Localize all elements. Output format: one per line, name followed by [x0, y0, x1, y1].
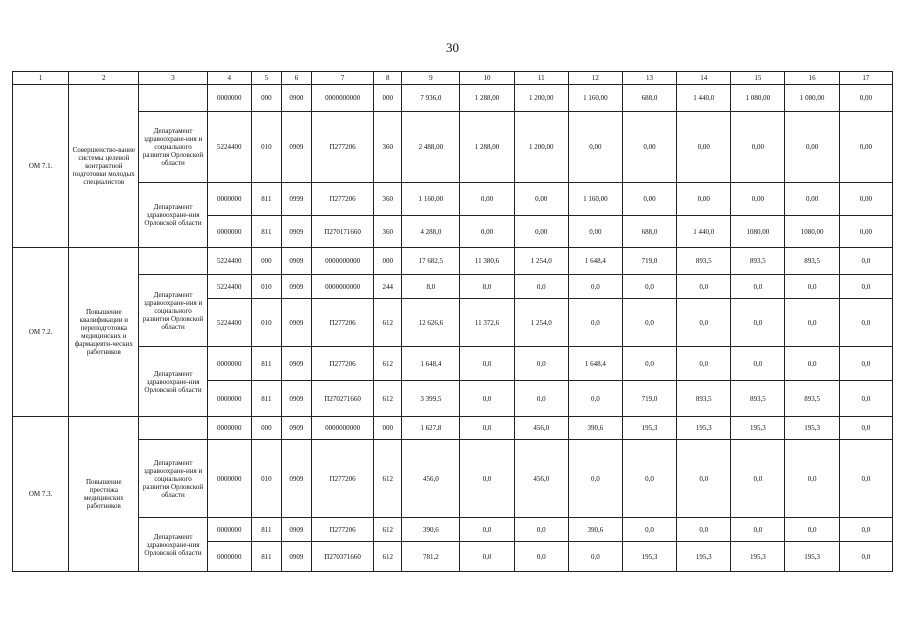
budget-code-cell: 0909 — [281, 275, 311, 299]
amount-cell: 0,00 — [839, 216, 892, 248]
amount-cell: 195,3 — [731, 417, 785, 440]
budget-code-cell: 5224400 — [207, 275, 251, 299]
amount-cell: 0,0 — [731, 518, 785, 542]
amount-cell: 0,0 — [839, 518, 892, 542]
budget-code-cell: 010 — [251, 112, 281, 183]
amount-cell: 195,3 — [731, 542, 785, 572]
amount-cell: 0,0 — [568, 440, 622, 518]
column-header: 5 — [251, 72, 281, 85]
amount-cell: 719,0 — [622, 381, 676, 417]
budget-code-cell: П277206 — [311, 183, 373, 216]
budget-code-cell: 0909 — [281, 112, 311, 183]
budget-code-cell: 612 — [374, 299, 402, 347]
amount-cell: 0,00 — [731, 183, 785, 216]
amount-cell: 0,0 — [460, 347, 514, 381]
amount-cell: 0,0 — [514, 518, 568, 542]
budget-code-cell: 811 — [251, 518, 281, 542]
budget-code-cell: 612 — [374, 347, 402, 381]
amount-cell: 0,0 — [514, 542, 568, 572]
table-row — [13, 183, 893, 216]
amount-cell: 195,3 — [677, 542, 731, 572]
budget-code-cell: 811 — [251, 542, 281, 572]
amount-cell: 688,0 — [622, 216, 676, 248]
amount-cell: 893,5 — [785, 248, 839, 275]
amount-cell: 0,0 — [677, 299, 731, 347]
column-header: 3 — [139, 72, 207, 85]
budget-code-cell: 612 — [374, 440, 402, 518]
amount-cell: 893,5 — [731, 381, 785, 417]
budget-code-cell: 612 — [374, 542, 402, 572]
budget-code-cell: 612 — [374, 518, 402, 542]
amount-cell: 17 682,5 — [402, 248, 460, 275]
amount-cell: 719,0 — [622, 248, 676, 275]
amount-cell: 0,00 — [460, 216, 514, 248]
budget-code-cell: 0900 — [281, 85, 311, 112]
amount-cell: 0,0 — [677, 518, 731, 542]
budget-code-cell: П270271660 — [311, 381, 373, 417]
budget-code-cell: 0000000000 — [311, 275, 373, 299]
measure-name: Повышение престижа медицинских работников — [69, 417, 139, 572]
amount-cell: 0,0 — [622, 518, 676, 542]
budget-code-cell: 0909 — [281, 440, 311, 518]
budget-code-cell: 0000000 — [207, 542, 251, 572]
amount-cell: 0,0 — [622, 299, 676, 347]
column-header: 14 — [677, 72, 731, 85]
budget-code-cell: 010 — [251, 440, 281, 518]
budget-code-cell: 0909 — [281, 518, 311, 542]
amount-cell: 0,0 — [622, 440, 676, 518]
budget-code-cell: П277206 — [311, 112, 373, 183]
column-header: 10 — [460, 72, 514, 85]
amount-cell: 688,0 — [622, 85, 676, 112]
amount-cell: 390,6 — [568, 518, 622, 542]
budget-code-cell: 360 — [374, 183, 402, 216]
amount-cell: 1 627,8 — [402, 417, 460, 440]
budget-code-cell: 010 — [251, 299, 281, 347]
amount-cell: 11 380,6 — [460, 248, 514, 275]
table-row — [13, 112, 893, 183]
table-row — [13, 248, 893, 275]
amount-cell: 456,0 — [514, 440, 568, 518]
amount-cell: 0,0 — [568, 381, 622, 417]
amount-cell: 0,0 — [731, 299, 785, 347]
amount-cell: 456,0 — [402, 440, 460, 518]
budget-code-cell: 0909 — [281, 417, 311, 440]
column-header: 4 — [207, 72, 251, 85]
amount-cell: 1 288,00 — [460, 112, 514, 183]
column-header: 13 — [622, 72, 676, 85]
amount-cell: 195,3 — [622, 417, 676, 440]
amount-cell: 0,0 — [839, 299, 892, 347]
column-header: 6 — [281, 72, 311, 85]
budget-code-cell: 0000000 — [207, 440, 251, 518]
amount-cell: 0,00 — [785, 112, 839, 183]
table-row — [13, 275, 893, 299]
department — [139, 417, 207, 440]
amount-cell: 0,0 — [677, 347, 731, 381]
amount-cell: 0,0 — [568, 275, 622, 299]
budget-code-cell: 0909 — [281, 381, 311, 417]
budget-code-cell: 0000000000 — [311, 417, 373, 440]
column-header: 16 — [785, 72, 839, 85]
amount-cell: 1 080,00 — [785, 85, 839, 112]
column-header: 17 — [839, 72, 892, 85]
amount-cell: 0,0 — [785, 299, 839, 347]
amount-cell: 3 399,5 — [402, 381, 460, 417]
amount-cell: 0,00 — [785, 183, 839, 216]
amount-cell: 0,0 — [731, 347, 785, 381]
budget-code-cell: 010 — [251, 275, 281, 299]
amount-cell: 390,6 — [568, 417, 622, 440]
amount-cell: 1 254,0 — [514, 248, 568, 275]
amount-cell: 0,0 — [839, 542, 892, 572]
measure-code: ОМ 7.3. — [13, 417, 69, 572]
table-row — [13, 440, 893, 518]
amount-cell: 0,0 — [839, 440, 892, 518]
budget-code-cell: 0909 — [281, 248, 311, 275]
amount-cell: 7 936,0 — [402, 85, 460, 112]
amount-cell: 0,0 — [731, 275, 785, 299]
amount-cell: 456,0 — [514, 417, 568, 440]
amount-cell: 0,00 — [839, 183, 892, 216]
department: Департамент здравоохране-ния Орловской области — [139, 518, 207, 572]
budget-code-cell: 0999 — [281, 183, 311, 216]
amount-cell: 0,0 — [839, 248, 892, 275]
amount-cell: 0,00 — [839, 112, 892, 183]
budget-code-cell: П277206 — [311, 518, 373, 542]
table-row — [13, 85, 893, 112]
budget-code-cell: 0000000 — [207, 183, 251, 216]
budget-code-cell: 000 — [251, 85, 281, 112]
amount-cell: 0,0 — [731, 440, 785, 518]
budget-code-cell: П270171660 — [311, 216, 373, 248]
amount-cell: 0,0 — [677, 440, 731, 518]
amount-cell: 0,0 — [568, 299, 622, 347]
measure-code: ОМ 7.2. — [13, 248, 69, 417]
budget-code-cell: 360 — [374, 112, 402, 183]
amount-cell: 0,0 — [460, 542, 514, 572]
amount-cell: 893,5 — [731, 248, 785, 275]
amount-cell: 0,0 — [839, 381, 892, 417]
amount-cell: 0,00 — [677, 183, 731, 216]
budget-code-cell: 5224400 — [207, 112, 251, 183]
table-row — [13, 518, 893, 542]
amount-cell: 0,00 — [622, 183, 676, 216]
budget-code-cell: П277206 — [311, 347, 373, 381]
amount-cell: 0,00 — [731, 112, 785, 183]
budget-code-cell: 000 — [251, 417, 281, 440]
amount-cell: 0,0 — [839, 417, 892, 440]
budget-code-cell: 000 — [251, 248, 281, 275]
amount-cell: 1 254,0 — [514, 299, 568, 347]
amount-cell: 0,0 — [460, 381, 514, 417]
amount-cell: 1 648,4 — [568, 248, 622, 275]
amount-cell: 8,0 — [402, 275, 460, 299]
amount-cell: 4 288,0 — [402, 216, 460, 248]
amount-cell: 1 648,4 — [568, 347, 622, 381]
table-row — [13, 347, 893, 381]
budget-code-cell: 0000000 — [207, 381, 251, 417]
budget-code-cell: 0909 — [281, 216, 311, 248]
column-header: 9 — [402, 72, 460, 85]
amount-cell: 0,0 — [839, 275, 892, 299]
amount-cell: 0,00 — [839, 85, 892, 112]
amount-cell: 0,0 — [785, 347, 839, 381]
amount-cell: 1080,00 — [785, 216, 839, 248]
table-row — [13, 417, 893, 440]
amount-cell: 12 626,6 — [402, 299, 460, 347]
budget-code-cell: 0000000000 — [311, 85, 373, 112]
budget-code-cell: 000 — [374, 248, 402, 275]
amount-cell: 0,00 — [568, 216, 622, 248]
amount-cell: 1 080,00 — [731, 85, 785, 112]
amount-cell: 1 648,4 — [402, 347, 460, 381]
budget-code-cell: 0909 — [281, 299, 311, 347]
department — [139, 85, 207, 112]
department: Департамент здравоохране-ния и социального развития Орловской области — [139, 440, 207, 518]
measure-code: ОМ 7.1. — [13, 85, 69, 248]
amount-cell: 0,00 — [568, 112, 622, 183]
column-header: 8 — [374, 72, 402, 85]
amount-cell: 781,2 — [402, 542, 460, 572]
amount-cell: 195,3 — [785, 542, 839, 572]
amount-cell: 0,0 — [785, 440, 839, 518]
column-header: 1 — [13, 72, 69, 85]
amount-cell: 0,00 — [460, 183, 514, 216]
budget-table — [12, 71, 893, 572]
budget-code-cell: 811 — [251, 183, 281, 216]
amount-cell: 0,0 — [460, 518, 514, 542]
budget-code-cell: 0000000 — [207, 85, 251, 112]
column-header: 15 — [731, 72, 785, 85]
amount-cell: 195,3 — [677, 417, 731, 440]
budget-code-cell: 0909 — [281, 542, 311, 572]
amount-cell: 1 440,0 — [677, 85, 731, 112]
department: Департамент здравоохране-ния и социального развития Орловской области — [139, 112, 207, 183]
budget-code-cell: 612 — [374, 381, 402, 417]
budget-code-cell: 811 — [251, 347, 281, 381]
amount-cell: 1 160,00 — [568, 85, 622, 112]
amount-cell: 0,00 — [677, 112, 731, 183]
budget-code-cell: 244 — [374, 275, 402, 299]
amount-cell: 0,0 — [514, 275, 568, 299]
measure-name: Совершенство-вание системы целевой контрактной подготовки молодых специалистов — [69, 85, 139, 248]
department: Департамент здравоохране-ния Орловской области — [139, 183, 207, 248]
amount-cell: 0,0 — [568, 542, 622, 572]
amount-cell: 195,3 — [785, 417, 839, 440]
amount-cell: 0,00 — [622, 112, 676, 183]
amount-cell: 893,5 — [677, 381, 731, 417]
amount-cell: 0,0 — [839, 347, 892, 381]
column-header: 12 — [568, 72, 622, 85]
amount-cell: 893,5 — [785, 381, 839, 417]
page-number: 30 — [446, 40, 459, 55]
budget-code-cell: 360 — [374, 216, 402, 248]
amount-cell: 0,0 — [622, 347, 676, 381]
amount-cell: 0,0 — [785, 518, 839, 542]
amount-cell: 1 160,00 — [402, 183, 460, 216]
amount-cell: 0,0 — [785, 275, 839, 299]
amount-cell: 195,3 — [622, 542, 676, 572]
budget-code-cell: 0000000 — [207, 417, 251, 440]
amount-cell: 0,0 — [622, 275, 676, 299]
measure-name: Повышение квалификации и переподготовка медицинских и фармацевти-ческих работников — [69, 248, 139, 417]
amount-cell: 1 440,0 — [677, 216, 731, 248]
amount-cell: 2 488,00 — [402, 112, 460, 183]
amount-cell: 0,0 — [677, 275, 731, 299]
budget-code-cell: 0000000 — [207, 216, 251, 248]
amount-cell: 1 160,00 — [568, 183, 622, 216]
amount-cell: 11 372,6 — [460, 299, 514, 347]
column-header: 7 — [311, 72, 373, 85]
amount-cell: 0,0 — [514, 347, 568, 381]
department: Департамент здравоохране-ния Орловской области — [139, 347, 207, 417]
budget-code-cell: 811 — [251, 216, 281, 248]
amount-cell: 1 288,00 — [460, 85, 514, 112]
amount-cell: 0,00 — [514, 216, 568, 248]
amount-cell: 1 200,00 — [514, 85, 568, 112]
budget-code-cell: 0000000000 — [311, 248, 373, 275]
budget-code-cell: 5224400 — [207, 299, 251, 347]
budget-code-cell: 811 — [251, 381, 281, 417]
department — [139, 248, 207, 275]
budget-code-cell: 5224400 — [207, 248, 251, 275]
budget-code-cell: П270371660 — [311, 542, 373, 572]
department: Департамент здравоохране-ния и социального развития Орловской области — [139, 275, 207, 347]
amount-cell: 390,6 — [402, 518, 460, 542]
amount-cell: 1 200,00 — [514, 112, 568, 183]
amount-cell: 0,0 — [460, 417, 514, 440]
amount-cell: 8,0 — [460, 275, 514, 299]
column-header: 11 — [514, 72, 568, 85]
amount-cell: 0,00 — [514, 183, 568, 216]
budget-code-cell: П277206 — [311, 299, 373, 347]
column-number-row — [13, 72, 893, 85]
budget-code-cell: 0000000 — [207, 518, 251, 542]
budget-code-cell: 0909 — [281, 347, 311, 381]
budget-code-cell: 000 — [374, 417, 402, 440]
budget-code-cell: 0000000 — [207, 347, 251, 381]
budget-code-cell: 000 — [374, 85, 402, 112]
amount-cell: 0,0 — [514, 381, 568, 417]
amount-cell: 1080,00 — [731, 216, 785, 248]
amount-cell: 0,0 — [460, 440, 514, 518]
table-body — [13, 85, 893, 572]
budget-code-cell: П277206 — [311, 440, 373, 518]
amount-cell: 893,5 — [677, 248, 731, 275]
column-header: 2 — [69, 72, 139, 85]
